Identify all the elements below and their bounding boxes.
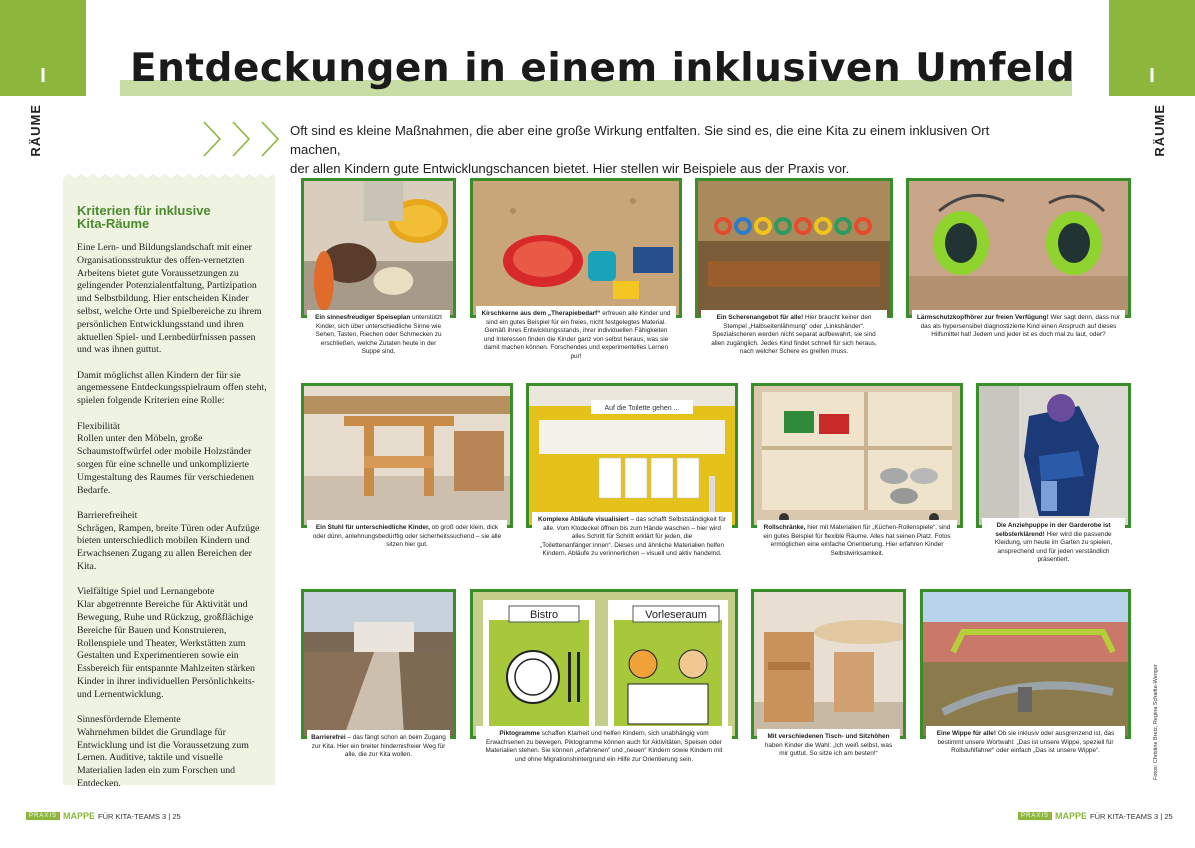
photo-card-seating-heights [751, 589, 906, 779]
photo-card-seesaw [920, 589, 1131, 779]
caption-title: Lärmschutzkopfhörer zur freien Verfügung! [916, 314, 1049, 321]
caption-text: haben Kinder die Wahl: „Ich weiß selbst, was mir guttut. So sitze ich am besten!“ [764, 741, 893, 758]
criteria-heading-line-2: Kita-Räume [77, 216, 150, 231]
photo-soup [301, 178, 456, 318]
caption [926, 726, 1125, 778]
criterion-text: Schrägen, Rampen, breite Türen oder Aufzüge bieten unterschiedlich mobilen Kindern und Erwachsenen Zugang zu allen Bereichen der Kita. [77, 522, 260, 573]
criterion-title: Barrierefreiheit [77, 509, 138, 521]
criterion [77, 714, 269, 791]
caption [476, 726, 732, 778]
photo-card-headphones [906, 178, 1131, 378]
caption-title: Ein Stuhl für unterschiedliche Kinder, [315, 524, 430, 531]
criteria-heading [77, 204, 267, 230]
photo-barrier-free-path [301, 589, 456, 739]
right-page-tab [1109, 0, 1195, 96]
page-title: Entdeckungen in einem inklusiven Umfeld [130, 46, 1076, 91]
footer-right [1018, 811, 1173, 821]
caption-title: Kirschkerne aus dem „Therapiebedarf“ [481, 310, 601, 317]
picto-right-label: Vorleseraum [645, 609, 707, 621]
caption [476, 306, 676, 372]
caption-text: Hier braucht keiner den Stempel „Halbseitenlähmung“ oder „Linkshänder“. Spezialscheren werden nicht separat aufbewahrt, sie sind allen zugänglich. Jedes Kind findet schnell für sich heraus, nach welcher Schere es greifen muss. [711, 314, 877, 356]
caption [757, 729, 900, 769]
caption-text: Wer sagt denn, dass nur das als hypersensibel diagnostizierte Kind einen Anspruch auf dieses Hilfsmittel hat! Jedem und jeder ist es doch mal zu laut, oder? [920, 314, 1121, 339]
photo-card-scissors [695, 178, 893, 378]
caption-title: Piktogramme [499, 730, 540, 737]
photo-scissors [695, 178, 893, 318]
brand-mappe: MAPPE [1055, 811, 1088, 821]
photo-card-rolling-cabinets [751, 383, 963, 583]
picto-left-label: Bistro [529, 609, 559, 621]
section-label-right: RÄUME [1152, 104, 1167, 157]
photo-card-soup [301, 178, 456, 378]
photo-card-cherry-pits [470, 178, 682, 378]
caption [307, 520, 507, 568]
caption [757, 520, 957, 568]
caption-title: Mit verschiedenen Tisch- und Sitzhöhen [767, 733, 890, 740]
photo-rolling-cabinets [751, 383, 963, 528]
footer-issue: FÜR KITA-TEAMS 3 | 25 [98, 811, 181, 821]
caption-title: Rollschränke, [763, 524, 806, 531]
caption [701, 310, 887, 368]
caption [912, 310, 1125, 370]
brand-mappe: MAPPE [63, 811, 96, 821]
criterion [77, 586, 269, 701]
criteria-intro: Eine Lern- und Bildungslandschaft mit einer Organisationsstruktur des offen-vernetzten Arbeitens bietet gute Voraussetzungen zu gelingender Potenzialentfaltung, Partizipation und Selbstbildung. Hier entscheiden Kinder selbst, welche Orte und Spielbereiche zu ihrem persönlichen Entwicklungsstand und ihren aktuellen Spiel- und Lernbedürfnissen passen und was ihnen guttut. [77, 242, 262, 356]
photo-card-pictograms [470, 589, 738, 779]
criterion-text: Wahrnehmen bildet die Grundlage für Entwicklung und ist die Voraussetzung zum Lernen. Auditive, taktile und visuelle Materialien laden ein zum Forschen und Entdecken. [77, 726, 249, 789]
caption-text: Hier wird die passende Kleidung, um heute im Garten zu spielen, ansprechend und für jeden verständlich präsentiert. [994, 530, 1113, 564]
criterion-text: Rollen unter den Möbeln, große Schaumstoffwürfel oder mobile Holzständer sorgen für eine schnelle und unkomplizierte Umgestaltung des Raumes für verschiedenen Bedarfe. [77, 433, 254, 496]
caption [307, 730, 450, 770]
criteria-body [77, 242, 269, 803]
caption-title: Eine Wippe für alle! [936, 730, 996, 737]
criterion [77, 510, 269, 574]
photo-card-dressing-doll [976, 383, 1131, 583]
criterion [77, 421, 269, 498]
caption-text: – das schafft Selbstständigkeit für alle. Vom Klodeckel öffnen bis zum Hände waschen – hier wird alles Schritt für Schritt erklärt für jeden, die „Toilettenanfänger:innen“. Dieses und ähnliche Materialien helfen Kindern, Abläufe zu verinnerlichen – visuell und aktiv handelnd. [539, 516, 726, 558]
caption [532, 512, 732, 576]
criteria-lead: Damit möglichst allen Kindern der für sie angemessene Entdeckungsspielraum offen steht, spielen folgende Kriterien eine Rolle: [77, 369, 267, 407]
photo-cherry-pits [470, 178, 682, 318]
caption-text: schaffen Klarheit und helfen Kindern, sich unabhängig vom Erwachsenen zu bewegen. Piktogramme können auch für Aktivitäten, Speisen oder Materialien stehen. Sie können „erfahrenen“ und „neuen“ Kindern sowie Kindern mit und ohne Migrationshintergrund ein Hilfe zur Orientierung sein. [485, 730, 723, 763]
intro-line-1: Oft sind es kleine Maßnahmen, die aber eine große Wirkung entfalten. Sie sind es, die eine Kita zu einem inklusiven Ort machen, [290, 123, 990, 157]
caption-title: Komplexe Abläufe visualisiert [538, 516, 629, 523]
caption-text: ob groß oder klein, dick oder dünn, anlehnungsbedürftig oder sicherheitssuchend – sie alle sitzen hier gut. [312, 524, 502, 549]
intro-line-2: der allen Kindern gute Entwicklungschancen bietet. Hier stellen wir Beispiele aus der Praxis vor. [290, 161, 850, 176]
caption-title: Die Anziehpuppe in der Garderobe ist selbsterklärend! [995, 522, 1111, 538]
brand-praxis: PRAXIS [26, 812, 60, 820]
photo-seating-heights [751, 589, 906, 739]
photo-card-toilet-steps [526, 383, 738, 583]
caption-text: Ob sie inklusiv oder ausgrenzend ist, das bestimmt unsere Wortwahl: „Das ist unsere Wippe, speziell für Rollstuhlfahrer“ oder einfach „Das ist unsere Wippe“. [937, 730, 1115, 755]
caption-title: Ein Scherenangebot für alle! [716, 314, 804, 321]
footer-issue: FÜR KITA-TEAMS 3 | 25 [1090, 811, 1173, 821]
photo-pictograms [470, 589, 738, 739]
torn-edge [63, 174, 275, 182]
caption-title: Barrierefrei [311, 734, 346, 741]
photo-seesaw [920, 589, 1131, 739]
photo-headphones [906, 178, 1131, 318]
criterion-title: Vielfältige Spiel und Lernangebote [77, 586, 215, 598]
left-page-tab [0, 0, 86, 96]
footer-left [26, 811, 181, 821]
section-label-left: RÄUME [28, 104, 43, 157]
criterion-title: Flexibilität [77, 420, 120, 432]
photo-dressing-doll [976, 383, 1131, 528]
photo-credit: Fotos: Christine Bretz, Regina Schaitte-Wenger [1153, 664, 1159, 780]
intro-text [290, 121, 1010, 178]
brand-praxis: PRAXIS [1018, 812, 1052, 820]
caption-title: Ein sinnesfreudiger Speiseplan [315, 314, 411, 321]
caption-text: – das fängt schon an beim Zugang zur Kita. Hier ein breiter hindernisfreier Weg für alle, die zur Kita wollen. [311, 734, 446, 759]
caption-text: unterstützt Kinder, sich über unterschiedliche Sinne wie Sehen, Tasten, Riechen oder Schmecken zu erschließen, welche Zutaten heute in der Suppe sind. [315, 314, 442, 356]
photo-card-barrier-free-path [301, 589, 456, 779]
caption [307, 310, 450, 370]
photo-chair [301, 383, 513, 528]
criterion-text: Klar abgetrennte Bereiche für Aktivität und Bewegung, Ruhe und Rückzug, großflächige Bereiche für Bauen und Konstruieren, Rollenspiele und Theater, Werkstätten zum Gestalten und Experimentieren sowie ein Essbereich für entspannte Mahlzeiten stärken Kinder in ihrer individuellen Persönlichkeits- und Lernentwicklung. [77, 599, 255, 700]
caption-text: erfreuen alle Kinder und sind ein gutes Beispiel für ein freies, nicht festgelegtes Material. Gemäß ihres Entwicklungsstands, ihrer individuellen Fähigkeiten und Interessen finden die Kinder ganz von selbst heraus, was sie damit machen können. Forschendes und experimentelles Lernen pur! [483, 310, 671, 360]
criterion-title: Sinnesfördernde Elemente [77, 714, 181, 725]
toilet-header-text: Auf die Toilette gehen ... [604, 405, 680, 412]
photo-toilet-steps [526, 383, 738, 528]
photo-card-chair [301, 383, 513, 583]
criteria-box [63, 180, 275, 789]
caption [982, 518, 1125, 578]
caption-text: hier mit Materialien für „Küchen-Rollenspiele“, sind ein gutes Beispiel für flexible Räume. Alles hat seinen Platz. Fotos ermöglichen eine einfache Orientierung. Hier erfahren Kinder Selbstwirksamkeit. [763, 524, 951, 557]
criteria-heading-line-1: Kriterien für inklusive [77, 203, 211, 218]
